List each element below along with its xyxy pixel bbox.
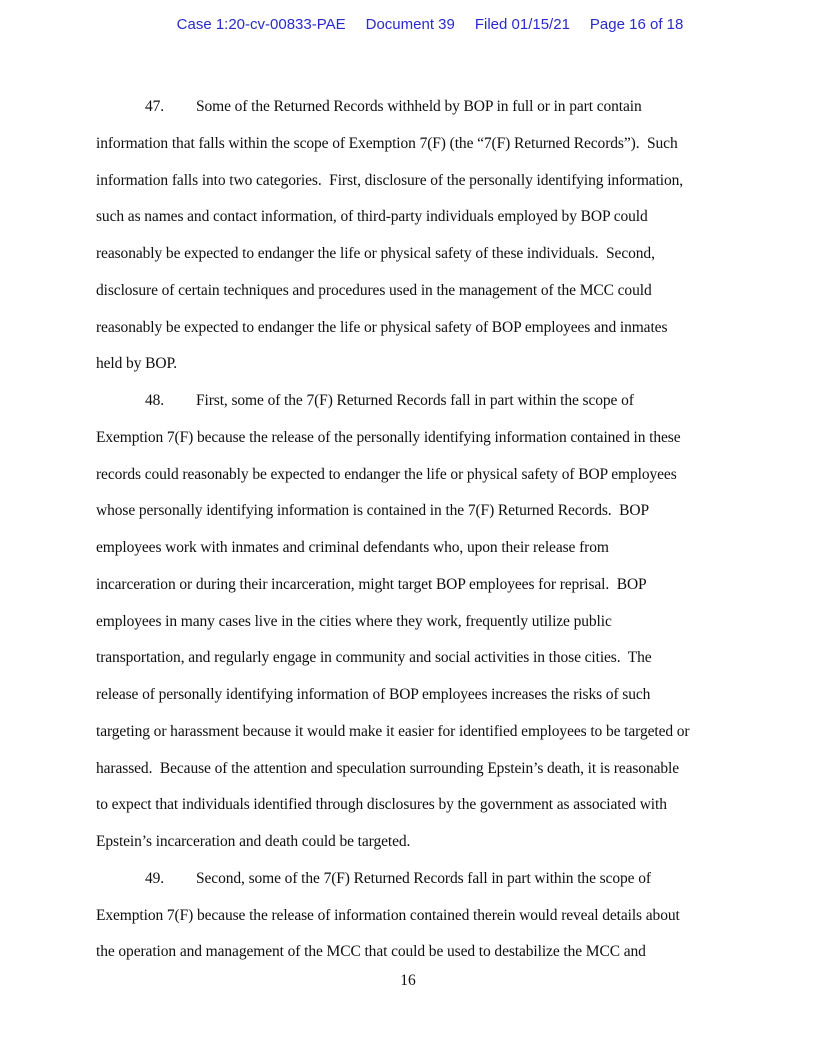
text-line: information that falls within the scope of Exemption 7(F) (the “7(F) Returned Records”). Such [96,134,678,152]
text-line: Exemption 7(F) because the release of information contained therein would reveal details about [96,906,680,924]
text-line: records could reasonably be expected to endanger the life or physical safety of BOP employees [96,465,677,483]
filed-date: Filed 01/15/21 [474,16,570,33]
paragraph-49 [96,861,736,971]
paragraph-48 [96,383,736,861]
text-line: disclosure of certain techniques and procedures used in the management of the MCC could [96,281,652,299]
text-line: held by BOP. [96,355,178,373]
paragraph-47 [96,89,736,383]
text-line: information falls into two categories. First, disclosure of the personally identifying information, [96,171,684,189]
text-line [96,383,736,420]
text-line [96,861,736,898]
paragraph-number: 48. [145,392,165,409]
document-number: Document 39 [365,16,455,33]
text-line: employees work with inmates and criminal defendants who, upon their release from [96,539,609,556]
text-line: Epstein’s incarceration and death could be targeted. [96,833,411,850]
text-line: Exemption 7(F) because the release of the personally identifying information contained in these [96,428,681,446]
page-indicator: Page 16 of 18 [589,16,684,33]
text-line: reasonably be expected to endanger the life or physical safety of BOP employees and inmates [96,318,668,336]
case-number: Case 1:20-cv-00833-PAE [176,16,346,33]
text-line-content: First, some of the 7(F) Returned Records fall in part within the scope of [196,392,634,409]
text-line-content: Some of the Returned Records withheld by BOP in full or in part contain [196,98,642,115]
paragraph-number: 47. [145,98,165,115]
text-line: the operation and management of the MCC that could be used to destabilize the MCC and [96,943,646,961]
text-line: employees in many cases live in the cities where they work, frequently utilize public [96,612,612,630]
text-line [96,89,736,126]
text-line: harassed. Because of the attention and speculation surrounding Epstein’s death, it is reasonable [96,759,680,777]
text-line: to expect that individuals identified through disclosures by the government as associated with [96,796,667,814]
text-line: release of personally identifying information of BOP employees increases the risks of such [96,686,651,703]
text-line: incarceration or during their incarceration, might target BOP employees for reprisal. BOP [96,575,647,593]
text-line: transportation, and regularly engage in community and social activities in those cities. The [96,649,652,667]
text-line: targeting or harassment because it would make it easier for identified employees to be targeted or [96,722,690,740]
page-number: 16 [400,972,416,989]
document-body [96,89,736,971]
text-line: whose personally identifying information is contained in the 7(F) Returned Records. BOP [96,502,649,520]
case-header-stamp [0,15,816,35]
paragraph-number: 49. [145,869,165,887]
text-line: reasonably be expected to endanger the life or physical safety of these individuals. Second, [96,245,655,262]
text-line-content: Second, some of the 7(F) Returned Records fall in part within the scope of [196,869,651,887]
text-line: such as names and contact information, of third-party individuals employed by BOP could [96,208,648,226]
